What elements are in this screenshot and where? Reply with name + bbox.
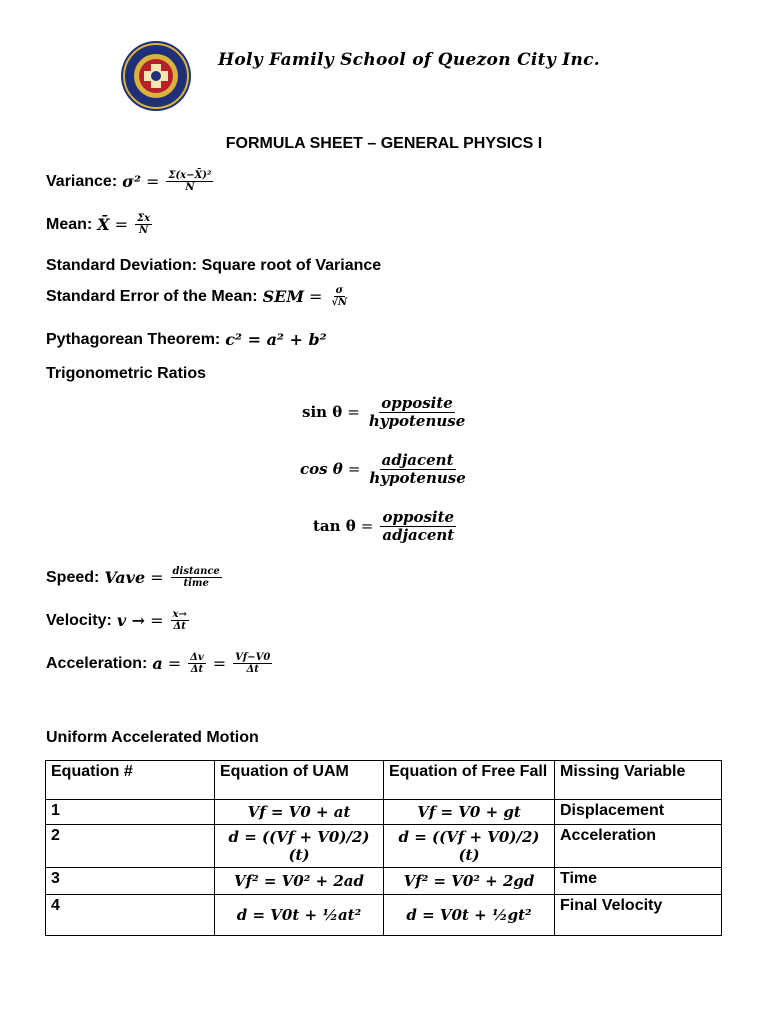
row-number: 2 (46, 825, 215, 868)
velocity-denominator: Δt (173, 621, 186, 632)
velocity-numerator: x→ (172, 609, 187, 620)
variance-fraction (166, 170, 213, 193)
row-number: 3 (46, 868, 215, 895)
uam-equation-text: d = V0t + ½at² (236, 906, 362, 924)
cos-lhs: cos θ (300, 460, 343, 478)
missing-variable: Final Velocity (555, 895, 722, 936)
sem-denominator: √N (331, 297, 348, 308)
sem-numerator: σ (335, 285, 343, 296)
variance-formula: Variance: σ² = $\frac{\text{Σ(x−X̄)²}}{N}$ (46, 170, 212, 193)
school-name: Holy Family School of Quezon City Inc. (218, 50, 600, 70)
free-fall-equation (384, 895, 555, 936)
mean-denominator: N (139, 225, 149, 236)
speed-formula: Speed: Vave = $\frac{\text{distance}}{\text{time}}$ (46, 566, 220, 589)
uam-table (45, 760, 722, 936)
acceleration-lhs: a (152, 654, 163, 673)
cos-formula: cos θ = $\frac{\text{adjacent}}{\text{hypotenuse}}$ (300, 451, 466, 487)
uam-equation-text: Vf² = V0² + 2ad (234, 872, 364, 890)
uam-equation (215, 868, 384, 895)
uam-equation-text: Vf = V0 + at (247, 803, 351, 821)
acceleration-denominator-1: Δt (190, 664, 204, 675)
velocity-fraction (171, 609, 189, 632)
table-header-row (46, 761, 722, 800)
free-fall-equation (384, 825, 555, 868)
free-fall-equation (384, 800, 555, 825)
table-row (46, 825, 722, 868)
row-number: 4 (46, 895, 215, 936)
trig-heading: Trigonometric Ratios (46, 365, 207, 382)
sin-fraction (367, 395, 467, 429)
variance-lhs: σ² (122, 172, 141, 191)
table-row (46, 895, 722, 936)
pythagorean-label: Pythagorean Theorem: (46, 330, 221, 348)
velocity-label: Velocity: (46, 611, 112, 629)
speed-numerator: distance (172, 566, 220, 577)
free-fall-equation (384, 868, 555, 895)
velocity-lhs: v → (116, 611, 146, 630)
tan-numerator: opposite (382, 508, 455, 526)
uam-heading: Uniform Accelerated Motion (46, 729, 259, 746)
table-row (46, 868, 722, 895)
mean-formula: Mean: X̄ = $\frac{\Sigma x}{N}$ (46, 213, 151, 236)
header-missing-variable: Missing Variable (555, 761, 722, 800)
uam-equation (215, 825, 384, 868)
missing-variable: Acceleration (555, 825, 722, 868)
free-fall-equation-text: d = ((Vf + V0)/2)(t) (398, 828, 540, 864)
stddev-text: Standard Deviation: Square root of Variance (46, 257, 382, 274)
cos-denominator: hypotenuse (369, 468, 466, 487)
sin-denominator: hypotenuse (368, 411, 466, 430)
sin-lhs: sin θ (302, 403, 343, 421)
acceleration-fraction-1 (188, 652, 206, 675)
header-equation-uam: Equation of UAM (215, 761, 384, 800)
sem-fraction (329, 285, 349, 308)
speed-fraction (171, 566, 222, 589)
speed-lhs: Vave (104, 568, 146, 587)
missing-variable: Displacement (555, 800, 722, 825)
acceleration-numerator-1: Δv (190, 652, 204, 663)
acceleration-fraction-2 (233, 652, 272, 675)
acceleration-numerator-2: Vf−V0 (235, 652, 271, 663)
variance-numerator: Σ(x−X̄)² (168, 170, 212, 181)
speed-label: Speed: (46, 568, 100, 586)
pythagorean-formula (46, 330, 327, 349)
header-equation-free-fall: Equation of Free Fall (384, 761, 555, 800)
acceleration-formula: Acceleration: a = $\frac{\Delta v}{\Delta t}$ = $\frac{Vf-V0}{\Delta t}$ (46, 652, 271, 675)
missing-variable: Time (555, 868, 722, 895)
mean-lhs: X̄ (97, 215, 110, 234)
tan-formula: tan θ = $\frac{\text{opposite}}{\text{adjacent}}$ (313, 508, 455, 544)
speed-denominator: time (183, 578, 209, 589)
row-number: 1 (46, 800, 215, 825)
sem-lhs: SEM (262, 287, 305, 306)
free-fall-equation-text: d = V0t + ½gt² (406, 906, 532, 924)
sem-label: Standard Error of the Mean: (46, 287, 258, 305)
pythagorean-equation: c² = a² + b² (225, 330, 327, 349)
tan-lhs: tan θ (313, 517, 356, 535)
table-row (46, 800, 722, 825)
cos-fraction (367, 452, 467, 486)
sem-formula: Standard Error of the Mean: SEM = $\frac{\sigma}{√N}$ (46, 285, 348, 308)
page-title: FORMULA SHEET – GENERAL PHYSICS I (225, 135, 543, 152)
mean-fraction (135, 213, 152, 236)
acceleration-denominator-2: Δt (246, 664, 259, 675)
sin-numerator: opposite (381, 394, 453, 412)
acceleration-label: Acceleration: (46, 654, 148, 672)
mean-numerator: Σx (137, 213, 151, 224)
uam-equation-text: d = ((Vf + V0)/2)(t) (228, 828, 370, 864)
variance-label: Variance: (46, 172, 118, 190)
header-equation-number: Equation # (46, 761, 215, 800)
cos-numerator: adjacent (381, 451, 454, 469)
uam-equation (215, 895, 384, 936)
free-fall-equation-text: Vf = V0 + gt (417, 803, 521, 821)
velocity-formula: Velocity: v → = $\frac{x\to}{\Delta t}$ (46, 609, 187, 632)
uam-equation (215, 800, 384, 825)
tan-fraction (380, 509, 456, 543)
sin-formula: sin θ = $\frac{\text{opposite}}{\text{hypotenuse}}$ (302, 394, 466, 430)
tan-denominator: adjacent (382, 525, 455, 544)
school-seal (120, 40, 192, 112)
variance-denominator: N (185, 182, 195, 193)
mean-label: Mean: (46, 215, 93, 233)
free-fall-equation-text: Vf² = V0² + 2gd (403, 872, 535, 890)
